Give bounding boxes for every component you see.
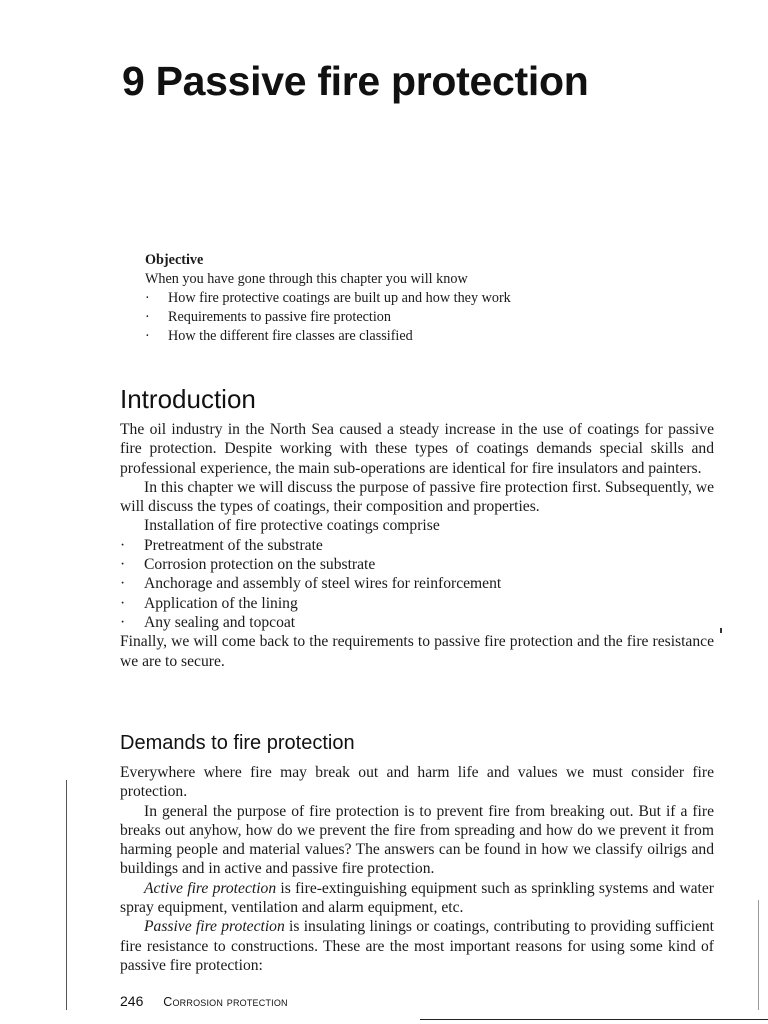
demands-paragraph	[120, 879, 714, 918]
objective-intro: When you have gone through this chapter you will know	[145, 271, 468, 287]
footer-rule	[420, 1019, 768, 1020]
installation-step: · Application of the lining	[120, 594, 714, 613]
introduction-heading: Introduction	[120, 384, 256, 414]
introduction-paragraph: Installation of fire protective coatings comprise	[144, 517, 440, 535]
chapter-title: 9 Passive fire protection	[122, 58, 589, 104]
objective-item: · How the different fire classes are classified	[145, 327, 625, 346]
page-footer	[120, 993, 288, 1009]
introduction-paragraph: The oil industry in the North Sea caused a steady increase in the use of coatings for passive fire protection. Despite working with these types of coatings demands special skills and professional experience, the main sub-operations are identical for fire insulators and painters.	[120, 421, 714, 477]
objective-item: · Requirements to passive fire protection	[145, 308, 625, 327]
running-head: Corrosion protection	[163, 995, 288, 1009]
demands-paragraph: In general the purpose of fire protection is to prevent fire from breaking out. But if a fire breaks out anyhow, how do we prevent the fire from spreading and how do we prevent it from harming people and material values? The answers can be found in how we classify oilrigs and buildings and in active and passive fire protection.	[120, 802, 714, 878]
scan-margin-mark	[720, 628, 722, 633]
installation-step: · Pretreatment of the substrate	[120, 536, 714, 555]
objective-heading: Objective	[145, 252, 204, 268]
introduction-paragraph: Finally, we will come back to the requirements to passive fire protection and the fire resistance we are to secure.	[120, 633, 714, 670]
demands-paragraph	[120, 917, 714, 975]
demands-heading: Demands to fire protection	[120, 732, 355, 754]
passive-fire-protection-term: Passive fire protection	[144, 918, 285, 936]
scan-margin-mark	[758, 900, 759, 1010]
introduction-paragraph: In this chapter we will discuss the purpose of passive fire protection first. Subsequently, we will discuss the types of coatings, their composition and properties.	[120, 478, 714, 516]
objective-list	[145, 289, 625, 346]
demands-paragraph: Everywhere where fire may break out and harm life and values we must consider fire protection.	[120, 764, 714, 801]
demands-body	[120, 763, 714, 975]
installation-steps-list	[120, 536, 714, 632]
page-number: 246	[120, 993, 144, 1009]
introduction-body	[120, 420, 714, 671]
installation-step: · Anchorage and assembly of steel wires for reinforcement	[120, 574, 714, 593]
objective-item: · How fire protective coatings are built up and how they work	[145, 289, 625, 308]
objective-box	[145, 251, 625, 346]
active-fire-protection-definition: is fire-extinguishing equipment such as sprinkling systems and water spray equipment, ventilation and alarm equipment, etc.	[120, 879, 715, 917]
scan-margin-mark	[66, 780, 67, 1010]
installation-step: · Any sealing and topcoat	[120, 613, 714, 632]
active-fire-protection-term: Active fire protection	[144, 879, 277, 897]
installation-step: · Corrosion protection on the substrate	[120, 555, 714, 574]
passive-fire-protection-definition: is insulating linings or coatings, contributing to providing sufficient fire resistance to constructions. These are the most important reasons for using some kind of passive fire protection:	[120, 918, 714, 974]
